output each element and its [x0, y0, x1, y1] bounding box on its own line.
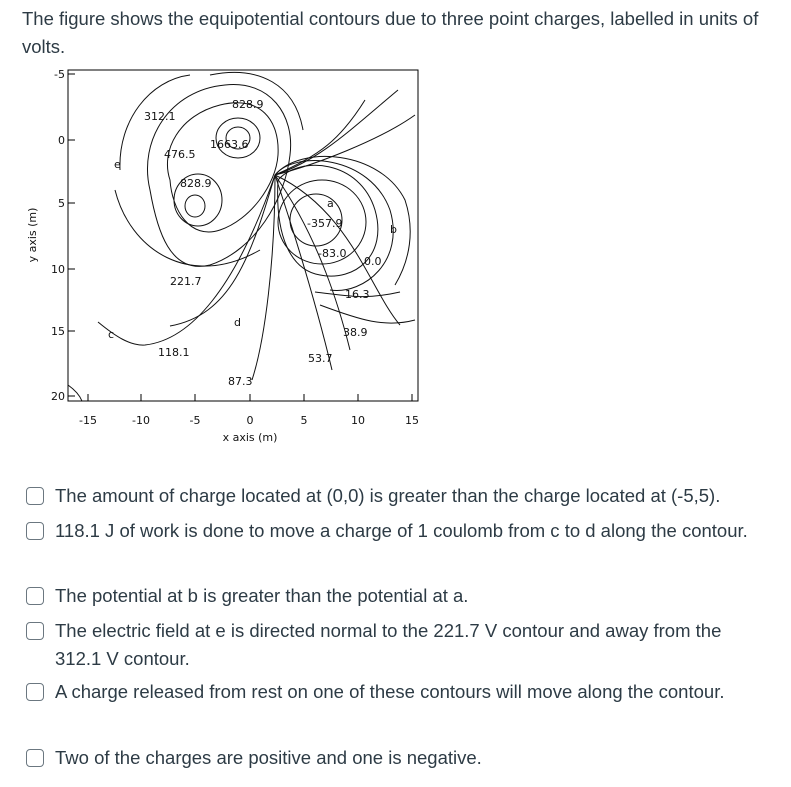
y-tick-label: 10 [51, 263, 65, 276]
point-label-e: e [114, 158, 121, 171]
y-tick-label: 15 [51, 325, 65, 338]
option-1-label: The amount of charge located at (0,0) is greater than the charge located at (-5,5). [55, 485, 721, 506]
option-3-label: The potential at b is greater than the potential at a. [55, 585, 469, 606]
contour-label: 312.1 [144, 110, 176, 123]
contour-label: -357.9 [307, 217, 343, 230]
contour-label: 87.3 [228, 375, 253, 388]
question-text: The figure shows the equipotential contours due to three point charges, labelled in units of volts. [22, 8, 759, 57]
y-tick-label: 0 [58, 134, 65, 147]
option-6-checkbox[interactable] [26, 749, 44, 767]
y-tick-label: 20 [51, 390, 65, 403]
x-tick-label: -15 [79, 414, 97, 427]
x-tick-label: 10 [351, 414, 365, 427]
contour-label: 118.1 [158, 346, 190, 359]
equipotential-contour-plot [20, 60, 440, 452]
y-tick-label: -5 [54, 68, 65, 81]
y-tick-label: 5 [58, 197, 65, 210]
option-1-checkbox[interactable] [26, 487, 44, 505]
contour-label: 16.3 [345, 288, 370, 301]
point-label-c: c [108, 328, 115, 341]
x-tick-label: 5 [300, 414, 308, 427]
contour-label: 1663.6 [210, 138, 249, 151]
point-label-b: b [390, 223, 397, 236]
x-axis-label: x axis (m) [222, 431, 278, 444]
y-axis-label: y axis (m) [26, 207, 39, 263]
option-5-checkbox[interactable] [26, 683, 44, 701]
point-label-d: d [234, 316, 241, 329]
option-3-checkbox[interactable] [26, 587, 44, 605]
contour-lines [68, 72, 415, 401]
option-4-label: The electric field at e is directed normal to the 221.7 V contour and away from the 312.1 V contour. [55, 620, 722, 669]
x-tick-label: 15 [405, 414, 419, 427]
x-tick-label: 0 [246, 414, 254, 427]
contour-label: -83.0 [318, 247, 347, 260]
plot-frame [68, 70, 418, 401]
contour-label: 38.9 [343, 326, 368, 339]
option-2-label: 118.1 J of work is done to move a charge of 1 coulomb from c to d along the contour. [55, 520, 748, 541]
contour-label: 221.7 [170, 275, 202, 288]
x-tick-label: -10 [132, 414, 150, 427]
contour-label: 53.7 [308, 352, 333, 365]
option-5-label: A charge released from rest on one of these contours will move along the contour. [55, 681, 725, 702]
contour-label: 476.5 [164, 148, 196, 161]
contour-label: 0.0 [364, 255, 382, 268]
point-label-a: a [327, 197, 334, 210]
x-tick-label: -5 [189, 414, 201, 427]
contour-label: 828.9 [180, 177, 212, 190]
contour-label: 828.9 [232, 98, 264, 111]
option-6-label: Two of the charges are positive and one is negative. [55, 747, 482, 768]
option-4-checkbox[interactable] [26, 622, 44, 640]
option-2-checkbox[interactable] [26, 522, 44, 540]
